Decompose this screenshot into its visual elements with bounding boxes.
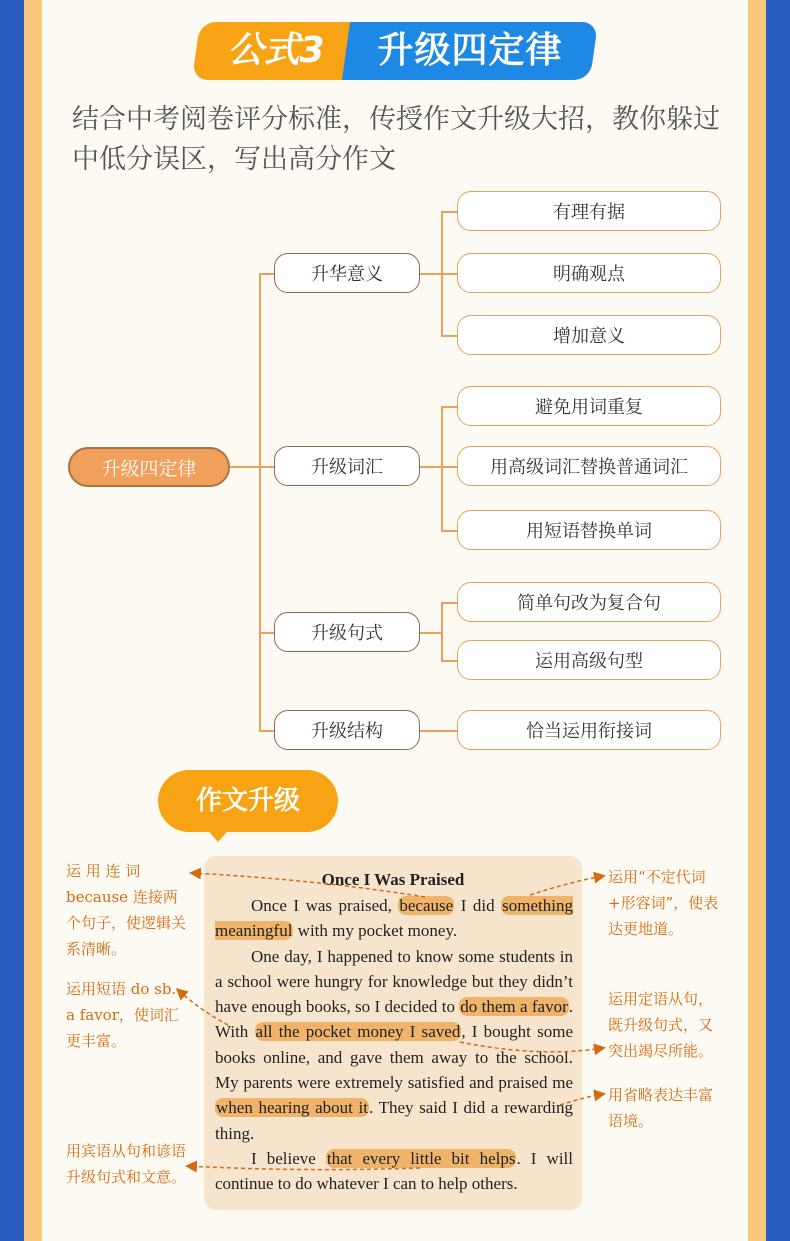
leaf-advanced-words: 用高级词汇替换普通词汇 — [457, 446, 721, 486]
leaf-advanced-pattern: 运用高级句型 — [457, 640, 721, 680]
leaf-add-meaning: 增加意义 — [457, 315, 721, 355]
highlight-do-them-a-favor: do them a favor — [460, 997, 568, 1017]
arrow-pocket-money — [460, 1042, 603, 1052]
leaf-connectives: 恰当运用衔接词 — [457, 710, 721, 750]
note-indefinite-pronoun: 运用“不定代词+形容词”，使表达更地道。 — [608, 868, 719, 938]
highlight-because: because — [399, 896, 454, 915]
essay-title: Once I Was Praised — [321, 870, 465, 889]
leaf-avoid-repeat: 避免用词重复 — [457, 386, 721, 426]
formula-label: 公式3 — [227, 30, 325, 71]
mindmap-root: 升级四定律 — [68, 447, 230, 487]
essay-text: One day, I happened to know some students in a school were hungry for knowledge but they didn’t have enough books, so I decided to — [215, 946, 573, 1017]
branch-vocabulary: 升级词汇 — [274, 446, 420, 486]
essay-text: , I bought some books online, and gave them away to the school. My parents were extremely satisfied and praised me — [215, 1022, 573, 1093]
leaf-complex-sentence: 简单句改为复合句 — [457, 582, 721, 622]
essay-text: . They said I did a rewarding thing. — [215, 1098, 574, 1143]
leaf-phrases: 用短语替换单词 — [457, 510, 721, 550]
essay-text: I believe — [251, 1148, 326, 1168]
highlight-pocket-money-saved: all the pocket money I saved — [255, 1022, 461, 1042]
note-ellipsis: 用省略表达丰富语境。 — [608, 1086, 714, 1130]
leaf-clear-view: 明确观点 — [457, 253, 721, 293]
note-phrase: 运用短语 do sb. a favor，使词汇更丰富。 — [66, 980, 179, 1050]
essay-text: . With — [215, 997, 573, 1042]
page-title: 升级四定律 — [377, 30, 563, 71]
highlight-something-meaningful: something meaningful — [215, 896, 573, 941]
essay-section-tag: 作文升级 — [158, 770, 338, 832]
branch-elevate-meaning: 升华意义 — [274, 253, 420, 293]
branch-structure: 升级结构 — [274, 710, 420, 750]
arrow-something — [530, 876, 603, 895]
essay-text: . I will continue to do whatever I can to help others. — [215, 1148, 573, 1194]
note-conjunction: 运 用 连 词 because 连接两个句子，使逻辑关系清晰。 — [66, 862, 187, 958]
essay-text: Once I was praised, — [251, 896, 399, 915]
arrow-because — [192, 873, 425, 897]
leaf-evidence: 有理有据 — [457, 191, 721, 231]
arrow-hearing — [560, 1094, 603, 1105]
arrow-every-bit — [188, 1166, 420, 1170]
essay-text: with my pocket money. — [293, 921, 458, 941]
arrow-favor — [178, 990, 228, 1025]
essay-text: I did — [454, 896, 502, 915]
note-object-clause: 用宾语从句和谚语升级句式和文意。 — [66, 1142, 187, 1186]
branch-sentences: 升级句式 — [274, 612, 420, 652]
highlight-when-hearing: when hearing about it — [216, 1098, 368, 1118]
note-attributive-clause: 运用定语从句，既升级句式，又突出竭尽所能。 — [608, 990, 714, 1060]
highlight-every-little-bit: that every little bit helps — [326, 1148, 516, 1168]
intro-text: 结合中考阅卷评分标准，传授作文升级大招，教你躲过中低分误区，写出高分作文 — [72, 104, 720, 175]
